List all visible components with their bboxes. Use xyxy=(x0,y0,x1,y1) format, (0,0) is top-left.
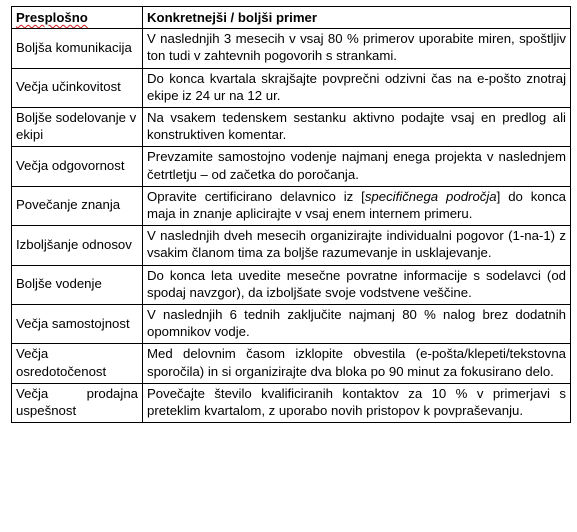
row-description: Med delovnim časom izklopite obvestila (e-pošta/klepeti/tekstovna sporočila) in si organizirajte dva bloka po 90 minut za fokusirano delo. xyxy=(143,344,571,383)
row-term: Boljša komunikacija xyxy=(12,29,143,68)
table-header-row xyxy=(12,7,571,29)
table-row xyxy=(12,68,571,107)
row-term: Večja samostojnost xyxy=(12,305,143,344)
row-description: Povečajte število kvalificiranih kontaktov za 10 % v primerjavi s preteklim kvartalom, z uporabo novih pristopov k povpraševanju. xyxy=(143,383,571,422)
row-description-part: Opravite certificirano delavnico iz [ xyxy=(147,188,365,204)
table-row xyxy=(12,305,571,344)
table-row xyxy=(12,108,571,147)
table-row xyxy=(12,147,571,186)
table-row xyxy=(12,383,571,422)
header-too-general xyxy=(12,7,143,29)
row-description-part: ] do konca maja in znanje aplicirajte v vsaj enem internem primeru. xyxy=(147,188,566,222)
goals-table xyxy=(11,6,571,423)
header-too-general-label: Presplošno xyxy=(16,10,88,25)
row-description: Na vsakem tedenskem sestanku aktivno podajte vsaj en predlog ali konstruktiven komentar. xyxy=(143,108,571,147)
document-page xyxy=(11,6,570,423)
row-description: Do konca kvartala skrajšajte povprečni odzivni čas na e-pošto znotraj ekipe iz 24 ur na 12 ur. xyxy=(143,68,571,107)
row-term xyxy=(12,383,143,422)
row-term: Večja odgovornost xyxy=(12,147,143,186)
table-row xyxy=(12,344,571,383)
row-description xyxy=(143,186,571,225)
table-row xyxy=(12,265,571,304)
row-description: Prevzamite samostojno vodenje najmanj enega projekta v naslednjem četrtletju – od začetka do poročanja. xyxy=(143,147,571,186)
row-term-line: Večja prodajna xyxy=(16,385,138,401)
row-term: Boljše sodelovanje v ekipi xyxy=(12,108,143,147)
header-concrete-example: Konkretnejši / boljši primer xyxy=(143,7,571,29)
row-description: V naslednjih dveh mesecih organizirajte individualni pogovor (1-na-1) z vsakim članom tima za boljše razumevanje in usklajevanje. xyxy=(143,226,571,265)
row-term: Izboljšanje odnosov xyxy=(12,226,143,265)
table-row xyxy=(12,226,571,265)
row-term: Večja učinkovitost xyxy=(12,68,143,107)
table-row xyxy=(12,29,571,68)
row-term: Povečanje znanja xyxy=(12,186,143,225)
row-term: Boljše vodenje xyxy=(12,265,143,304)
row-description: V naslednjih 6 tednih zaključite najmanj 80 % nalog brez dodatnih opomnikov vodje. xyxy=(143,305,571,344)
row-description: V naslednjih 3 mesecih v vsaj 80 % primerov uporabite miren, spoštljiv ton tudi v zahtevnih pogovorih s strankami. xyxy=(143,29,571,68)
table-row xyxy=(12,186,571,225)
row-description-placeholder: specifičnega področja xyxy=(364,188,497,204)
row-description: Do konca leta uvedite mesečne povratne informacije s sodelavci (od spodaj navzgor), da izboljšate svoje vodstvene veščine. xyxy=(143,265,571,304)
row-term: Večja osredotočenost xyxy=(12,344,143,383)
row-term-line: uspešnost xyxy=(16,403,77,419)
